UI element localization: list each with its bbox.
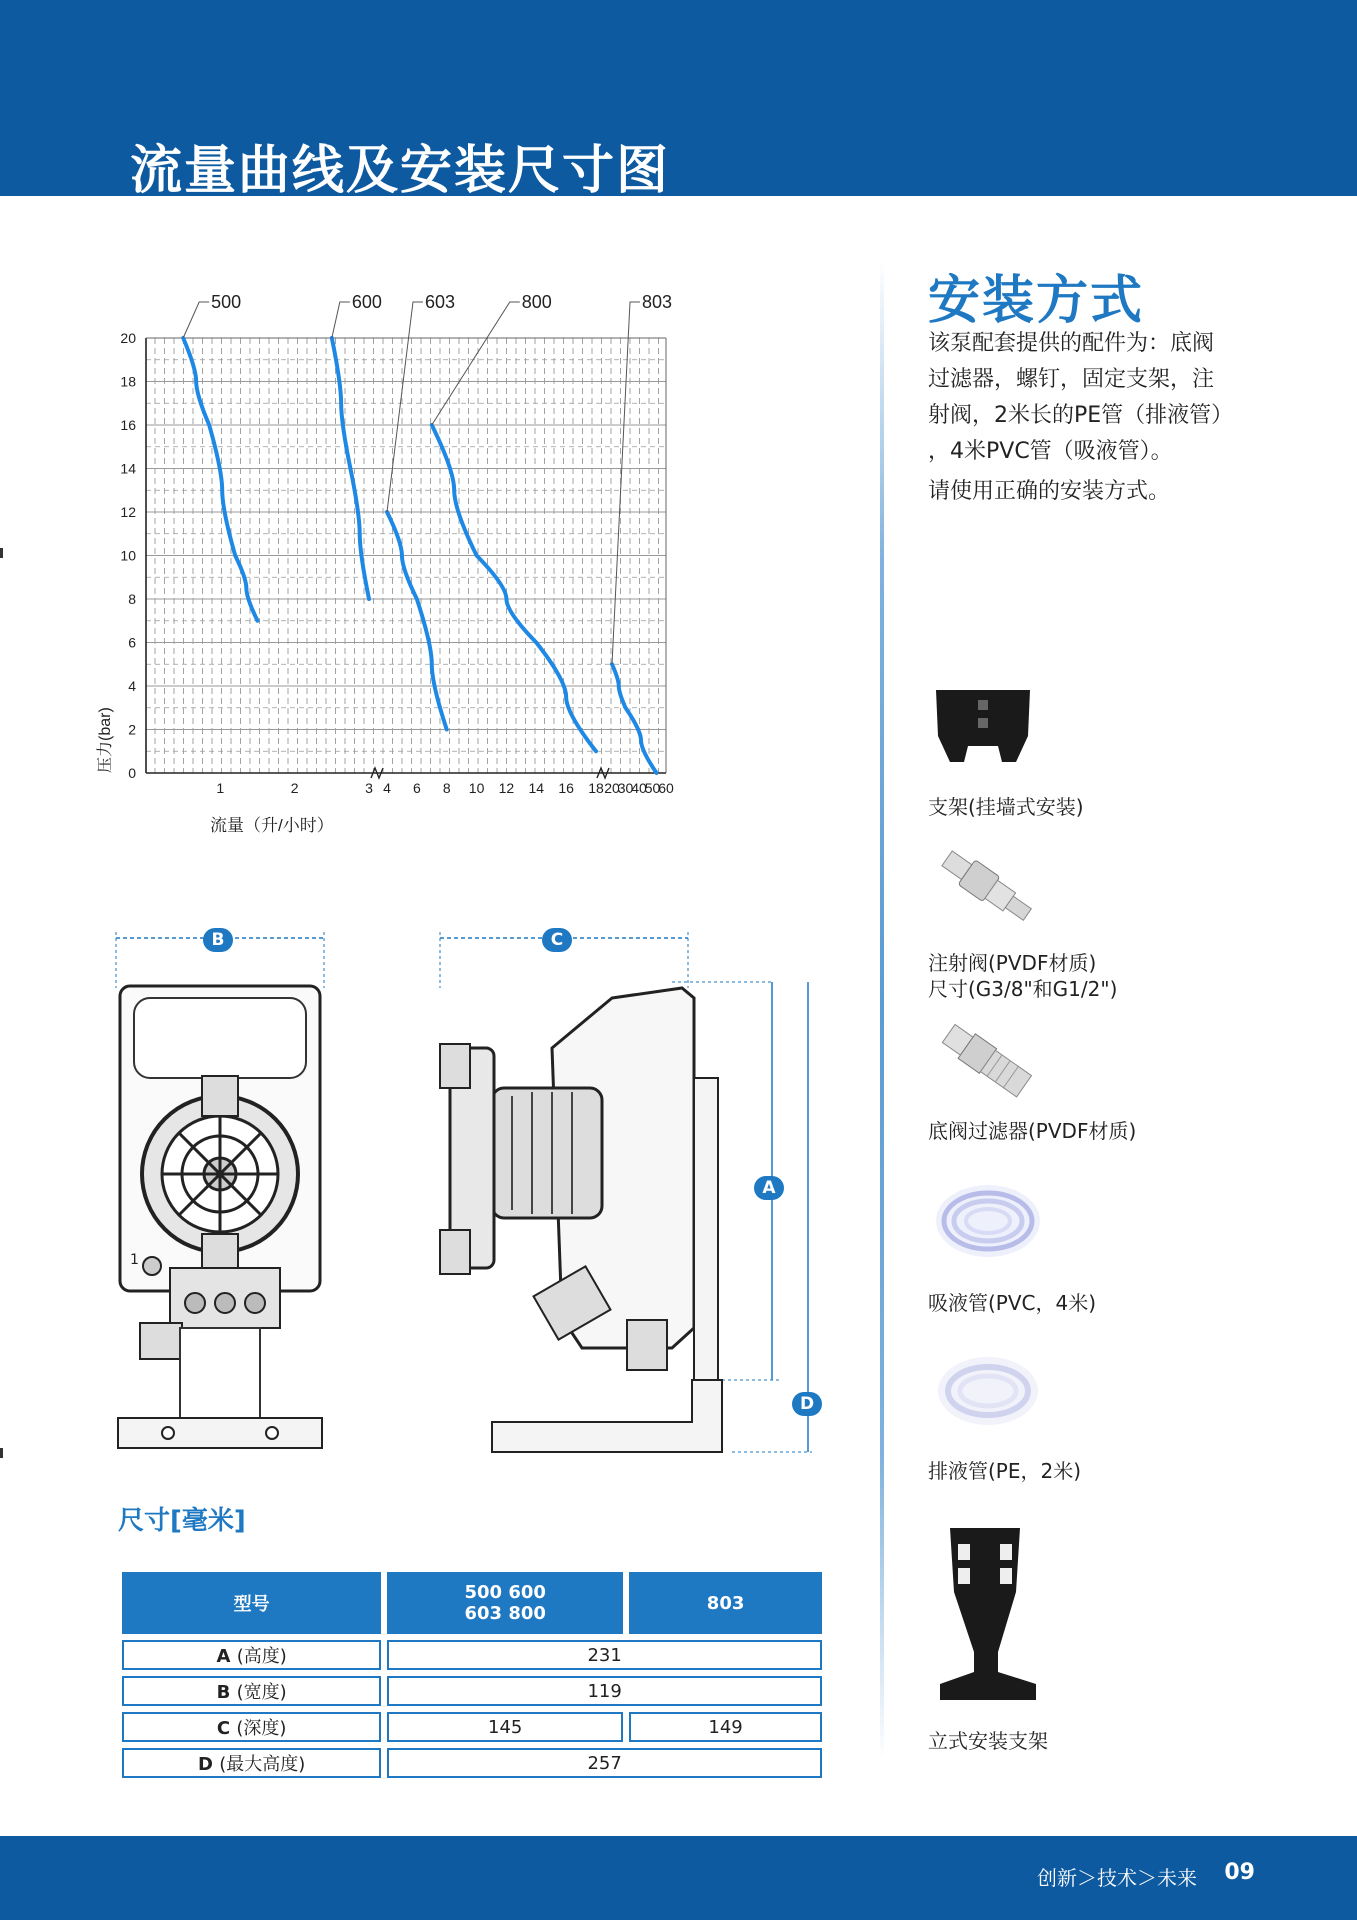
page-title: 流量曲线及安装尺寸图 bbox=[130, 141, 671, 201]
floor-stand-image bbox=[928, 1522, 1048, 1712]
row-key: D bbox=[197, 1754, 213, 1775]
accessory-label: 立式安装支架 bbox=[928, 1729, 1048, 1753]
chart-grid bbox=[146, 338, 666, 773]
x-tick-label: 1 bbox=[216, 780, 225, 796]
x-tick-label: 60 bbox=[658, 780, 674, 796]
row-label bbox=[122, 1712, 381, 1742]
row-value: 145 bbox=[387, 1712, 623, 1742]
x-tick-label: 3 bbox=[365, 780, 373, 796]
accessory-label: 注射阀(PVDF材质) bbox=[928, 951, 1097, 975]
row-desc: (高度) bbox=[236, 1646, 287, 1667]
row-value: 231 bbox=[387, 1640, 822, 1670]
installation-title: 安装方式 bbox=[928, 271, 1145, 331]
y-tick-label: 0 bbox=[128, 765, 136, 781]
drawing-mark: 1 bbox=[130, 1252, 139, 1268]
description-line: 过滤器，螺钉，固定支架，注 bbox=[928, 367, 1215, 392]
discharge-tube-image bbox=[928, 1346, 1048, 1436]
description-line: 射阀，2米长的PE管（排液管） bbox=[928, 403, 1234, 428]
series-line-800 bbox=[432, 425, 596, 751]
x-tick-label: 10 bbox=[468, 780, 485, 796]
description-line: 该泵配套提供的配件为：底阀 bbox=[928, 331, 1215, 356]
page-number: 09 bbox=[1224, 1860, 1255, 1885]
row-desc: (最大高度) bbox=[219, 1754, 306, 1775]
row-label bbox=[122, 1676, 381, 1706]
x-axis-title: 流量（升/小时） bbox=[210, 816, 334, 835]
table-row bbox=[122, 1676, 822, 1706]
dimension-label-a: A bbox=[754, 1176, 784, 1200]
series-label-600: 600 bbox=[351, 292, 382, 312]
x-tick-label: 14 bbox=[528, 780, 545, 796]
row-key: B bbox=[216, 1682, 231, 1703]
accessory-label: 支架(挂墙式安装) bbox=[928, 795, 1084, 819]
row-label bbox=[122, 1748, 381, 1778]
accessory-label: 底阀过滤器(PVDF材质) bbox=[928, 1119, 1137, 1143]
header-models-line2: 603 800 bbox=[464, 1603, 546, 1624]
x-tick-label: 50 bbox=[644, 780, 661, 796]
row-desc: (深度) bbox=[236, 1718, 287, 1739]
footer-tagline: 创新＞技术＞未来 bbox=[1037, 1866, 1197, 1890]
series-line-803 bbox=[612, 664, 657, 773]
y-tick-label: 18 bbox=[120, 373, 136, 390]
series-label-800: 800 bbox=[521, 292, 552, 312]
accessory-label-secondary: 尺寸(G3/8"和G1/2") bbox=[928, 977, 1118, 1001]
page-footer bbox=[0, 1836, 1357, 1920]
x-tick-label: 30 bbox=[617, 780, 634, 796]
column-divider bbox=[880, 260, 884, 1760]
y-tick-label: 8 bbox=[128, 591, 136, 607]
header-803: 803 bbox=[629, 1572, 822, 1634]
series-line-500 bbox=[183, 338, 257, 621]
series-label-500: 500 bbox=[211, 292, 242, 312]
axis-break-mark bbox=[371, 768, 383, 778]
row-desc: (宽度) bbox=[236, 1682, 287, 1703]
axis-break-mark bbox=[597, 768, 609, 778]
row-key: C bbox=[216, 1718, 231, 1739]
x-tick-label: 18 bbox=[588, 780, 604, 796]
dimension-label-c: C bbox=[542, 928, 572, 952]
y-tick-label: 2 bbox=[128, 721, 136, 738]
y-tick-label: 10 bbox=[120, 547, 136, 564]
dimension-label-b: B bbox=[203, 928, 233, 952]
dimensions-title: 尺寸[毫米] bbox=[118, 1506, 246, 1536]
x-tick-label: 4 bbox=[383, 780, 391, 796]
x-tick-label: 16 bbox=[558, 780, 574, 796]
edge-mark bbox=[0, 1448, 3, 1458]
row-key: A bbox=[216, 1646, 231, 1667]
x-tick-label: 8 bbox=[442, 780, 451, 796]
x-tick-label: 2 bbox=[290, 780, 299, 796]
x-tick-label: 40 bbox=[631, 780, 647, 796]
dimension-label-d: D bbox=[792, 1392, 822, 1416]
y-axis-title: 压力(bar) bbox=[97, 707, 114, 773]
front-view-drawing bbox=[110, 928, 340, 1456]
description-line: ，4米PVC管（吸液管）。 bbox=[928, 439, 1173, 464]
y-tick-label: 20 bbox=[120, 330, 136, 346]
series-leader-line bbox=[183, 302, 209, 338]
series-label-603: 603 bbox=[425, 292, 456, 312]
injection-valve-image bbox=[928, 842, 1048, 932]
series-leader-line bbox=[612, 302, 640, 664]
table-row bbox=[122, 1640, 822, 1670]
accessory-label: 排液管(PE，2米) bbox=[928, 1459, 1082, 1483]
chart-labels bbox=[96, 292, 674, 835]
suction-tube-image bbox=[928, 1176, 1048, 1266]
row-value: 257 bbox=[387, 1748, 822, 1778]
y-tick-label: 16 bbox=[120, 417, 136, 433]
flow-pressure-chart bbox=[80, 280, 840, 840]
chart-axes bbox=[146, 338, 666, 778]
y-tick-label: 6 bbox=[128, 634, 136, 651]
dimensions-table bbox=[116, 1566, 828, 1784]
row-label bbox=[122, 1640, 381, 1670]
table-header-row bbox=[122, 1572, 822, 1634]
row-value: 119 bbox=[387, 1676, 822, 1706]
page-header bbox=[0, 0, 1357, 201]
table-row bbox=[122, 1712, 822, 1742]
header-models-group bbox=[387, 1572, 623, 1634]
y-tick-label: 4 bbox=[128, 678, 136, 694]
edge-mark bbox=[0, 548, 3, 558]
y-tick-label: 14 bbox=[120, 460, 136, 477]
y-tick-label: 12 bbox=[120, 504, 136, 520]
row-value: 149 bbox=[629, 1712, 822, 1742]
installation-description bbox=[928, 326, 1258, 510]
foot-valve-filter-image bbox=[928, 1016, 1048, 1106]
series-label-803: 803 bbox=[642, 292, 673, 312]
accessory-label: 吸液管(PVC，4米) bbox=[928, 1291, 1097, 1315]
x-tick-label: 20 bbox=[604, 780, 620, 796]
x-tick-label: 6 bbox=[412, 780, 421, 796]
header-models-line1: 500 600 bbox=[464, 1582, 546, 1603]
series-leader-line bbox=[332, 302, 350, 338]
description-line: 请使用正确的安装方式。 bbox=[928, 479, 1171, 504]
table-row bbox=[122, 1748, 822, 1778]
header-model: 型号 bbox=[122, 1572, 381, 1634]
wall-bracket-image bbox=[928, 686, 1038, 772]
x-tick-label: 12 bbox=[498, 780, 515, 796]
